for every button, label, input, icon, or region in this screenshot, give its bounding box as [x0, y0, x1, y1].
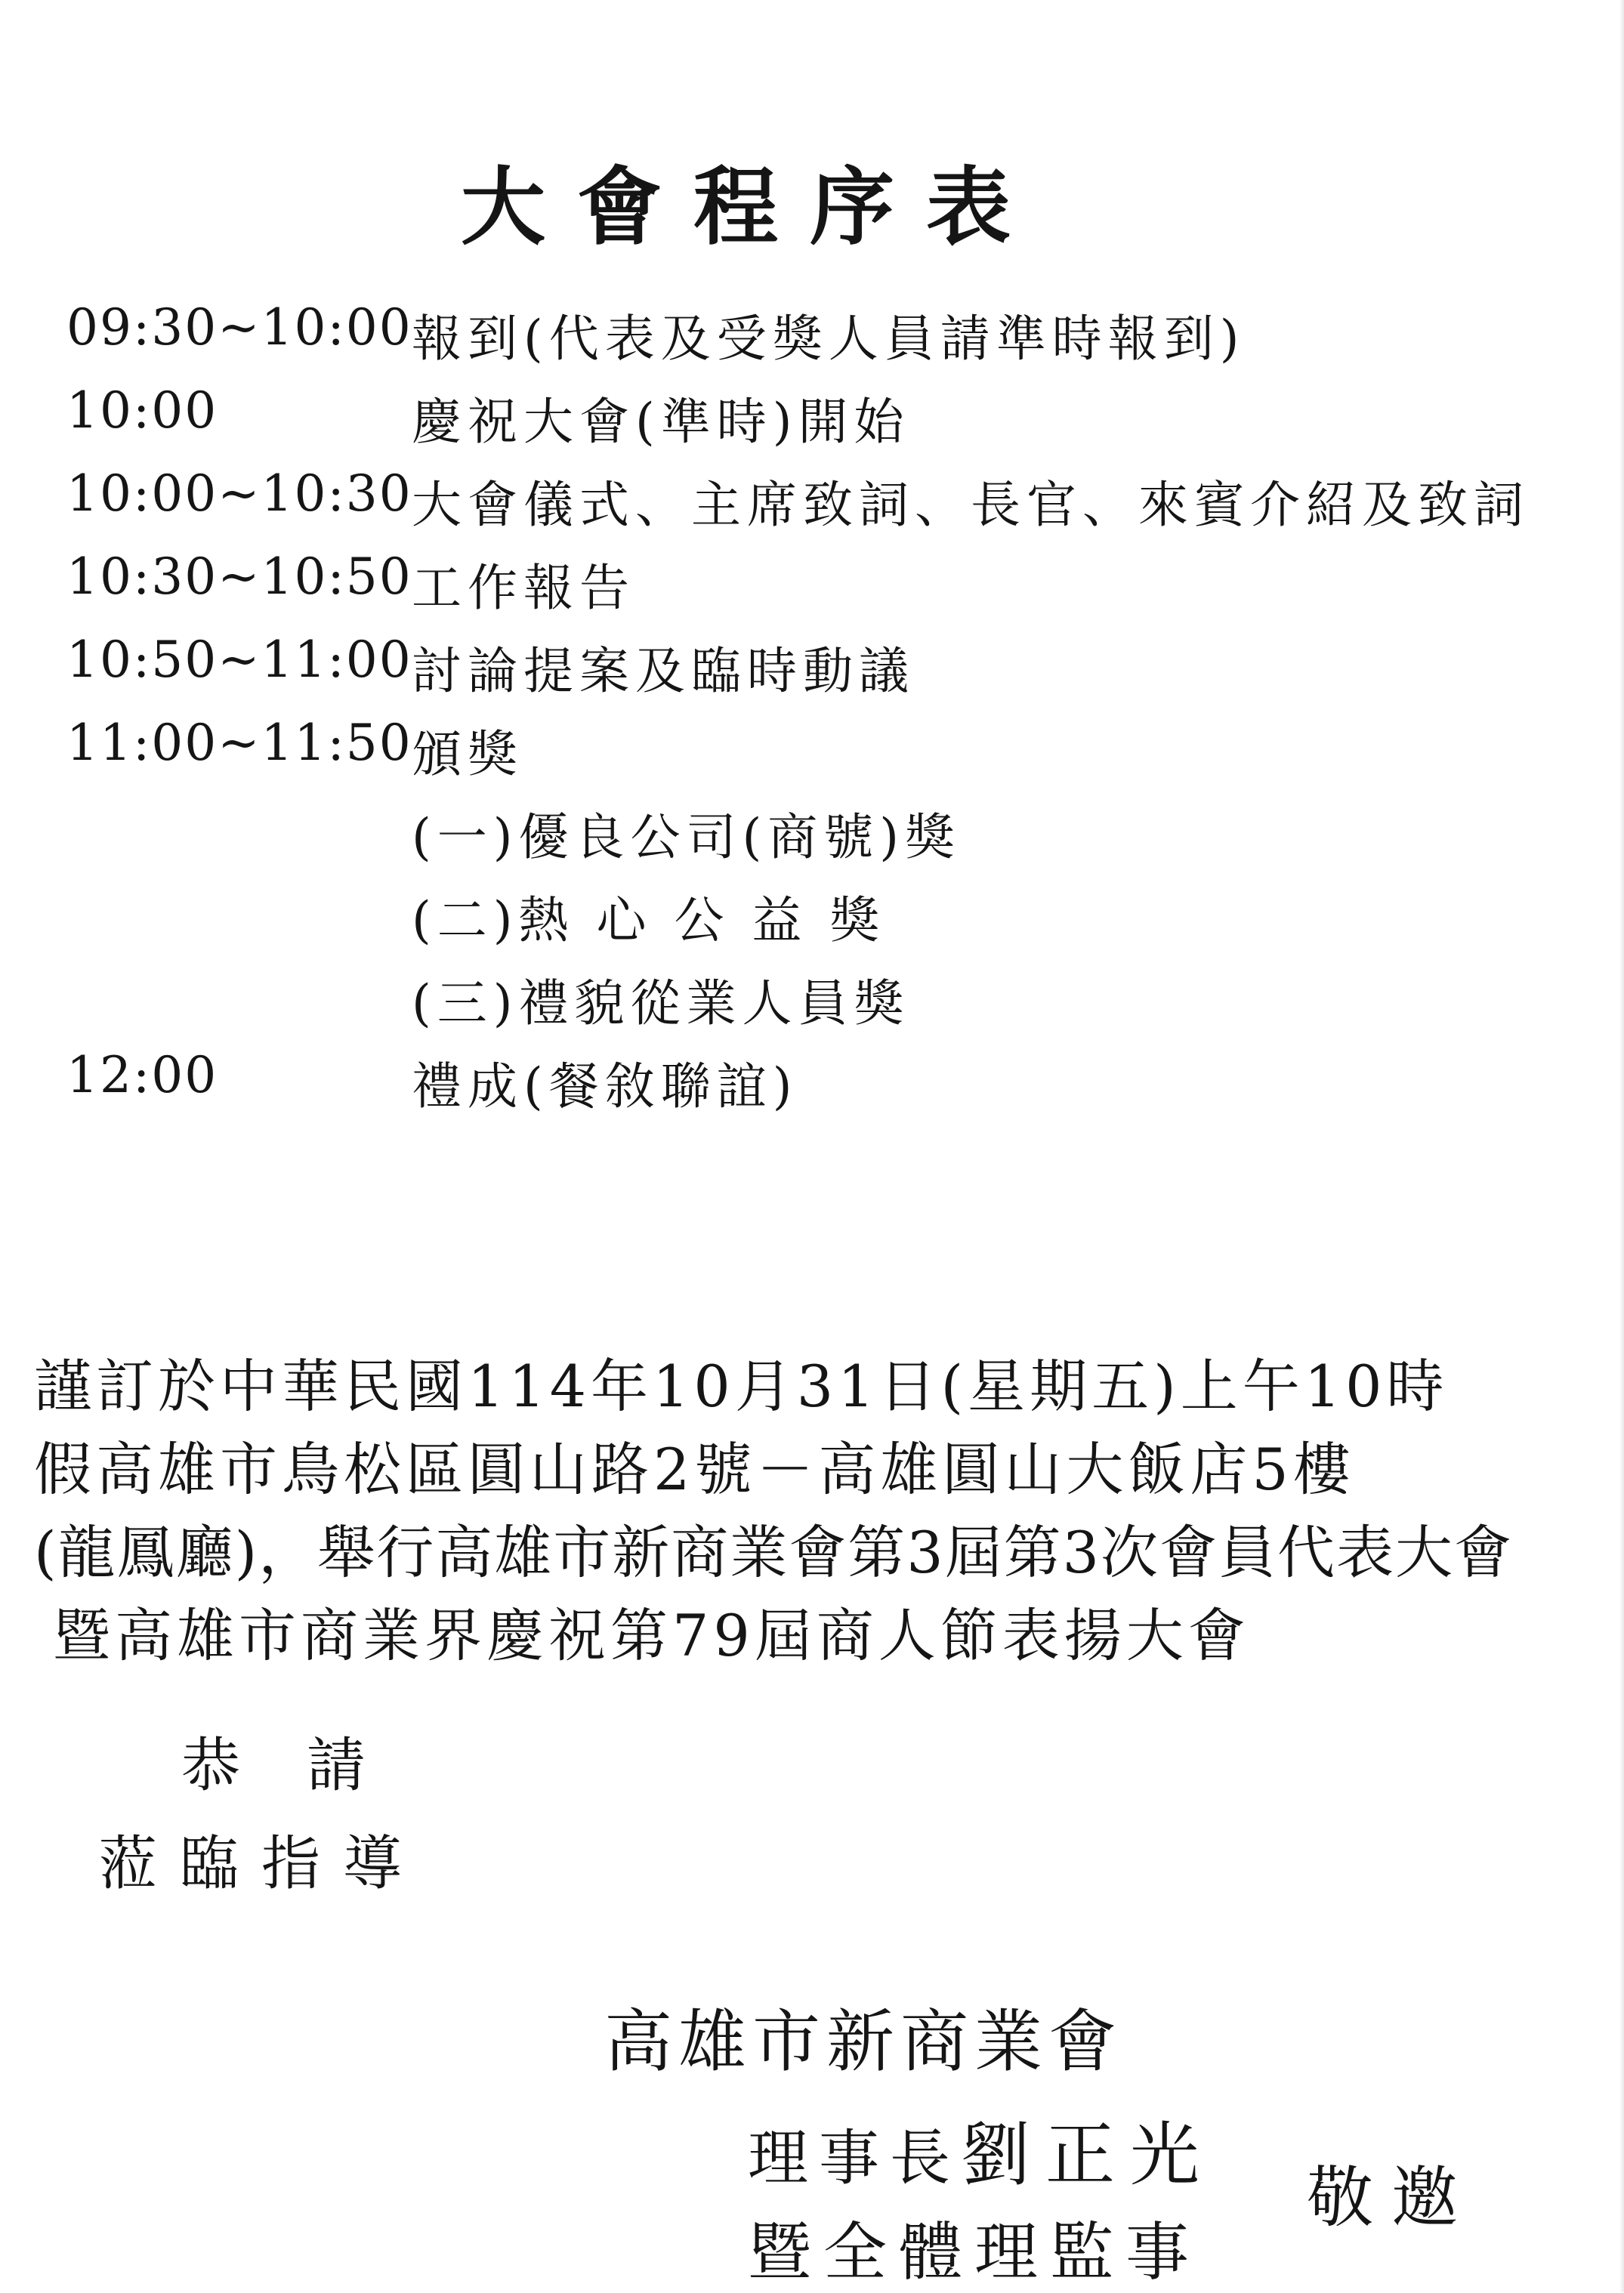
schedule-time: 10:00 — [66, 381, 218, 440]
schedule-time: 12:00 — [66, 1046, 218, 1104]
schedule-row — [0, 880, 1624, 955]
schedule-item: 頒獎 — [412, 725, 523, 783]
chairman-line — [748, 2100, 1215, 2199]
schedule-time: 10:50~11:00 — [66, 631, 412, 689]
schedule-time: 10:00~10:30 — [66, 464, 412, 523]
award-item: (二)熱 心 公 益 獎 — [412, 891, 886, 949]
attendance-request: 蒞臨指導 — [98, 1830, 425, 1898]
chairman-title: 理事長 — [748, 2123, 961, 2193]
invitation-line: (龍鳳廳)，舉行高雄市新商業會第3屆第3次會員代表大會 — [34, 1519, 1514, 1586]
schedule-row — [0, 464, 1624, 540]
schedule-row — [0, 631, 1624, 706]
board-members: 暨全體理監事 — [748, 2215, 1202, 2289]
page-title: 大會程序表 — [461, 158, 1042, 257]
schedule-time: 11:00~11:50 — [66, 714, 412, 772]
schedule-row — [0, 298, 1624, 374]
invitation-line: 暨高雄市商業界慶祝第79屆商人節表揚大會 — [53, 1602, 1250, 1669]
schedule-row — [0, 1046, 1624, 1122]
schedule-item: 討論提案及臨時動議 — [412, 642, 915, 700]
scan-edge-shadow — [1619, 0, 1624, 2292]
respectful-request: 恭請 — [181, 1732, 433, 1800]
schedule-item: 工作報告 — [412, 559, 635, 617]
closing-word: 敬邀 — [1307, 2159, 1477, 2236]
schedule-item: 慶祝大會(準時)開始 — [412, 393, 910, 451]
schedule-row — [0, 381, 1624, 457]
schedule-row — [0, 548, 1624, 623]
award-item: (一)優良公司(商號)獎 — [412, 808, 961, 866]
schedule-row — [0, 714, 1624, 789]
schedule-item: 大會儀式、主席致詞、長官、來賓介紹及致詞 — [412, 476, 1530, 534]
organization-name: 高雄市新商業會 — [604, 2002, 1122, 2082]
schedule-time: 09:30~10:00 — [66, 298, 412, 356]
invitation-line: 謹訂於中華民國114年10月31日(星期五)上午10時 — [34, 1353, 1449, 1420]
schedule-row — [0, 963, 1624, 1038]
schedule-row — [0, 797, 1624, 872]
invitation-line: 假高雄市鳥松區圓山路2號－高雄圓山大飯店5樓 — [34, 1436, 1355, 1503]
award-item: (三)禮貌從業人員獎 — [412, 974, 910, 1032]
schedule-item: 報到(代表及受獎人員請準時報到) — [412, 310, 1246, 368]
chairman-name: 劉正光 — [961, 2115, 1215, 2196]
schedule-time: 10:30~10:50 — [66, 548, 412, 606]
schedule-item: 禮成(餐敘聯誼) — [412, 1057, 798, 1116]
